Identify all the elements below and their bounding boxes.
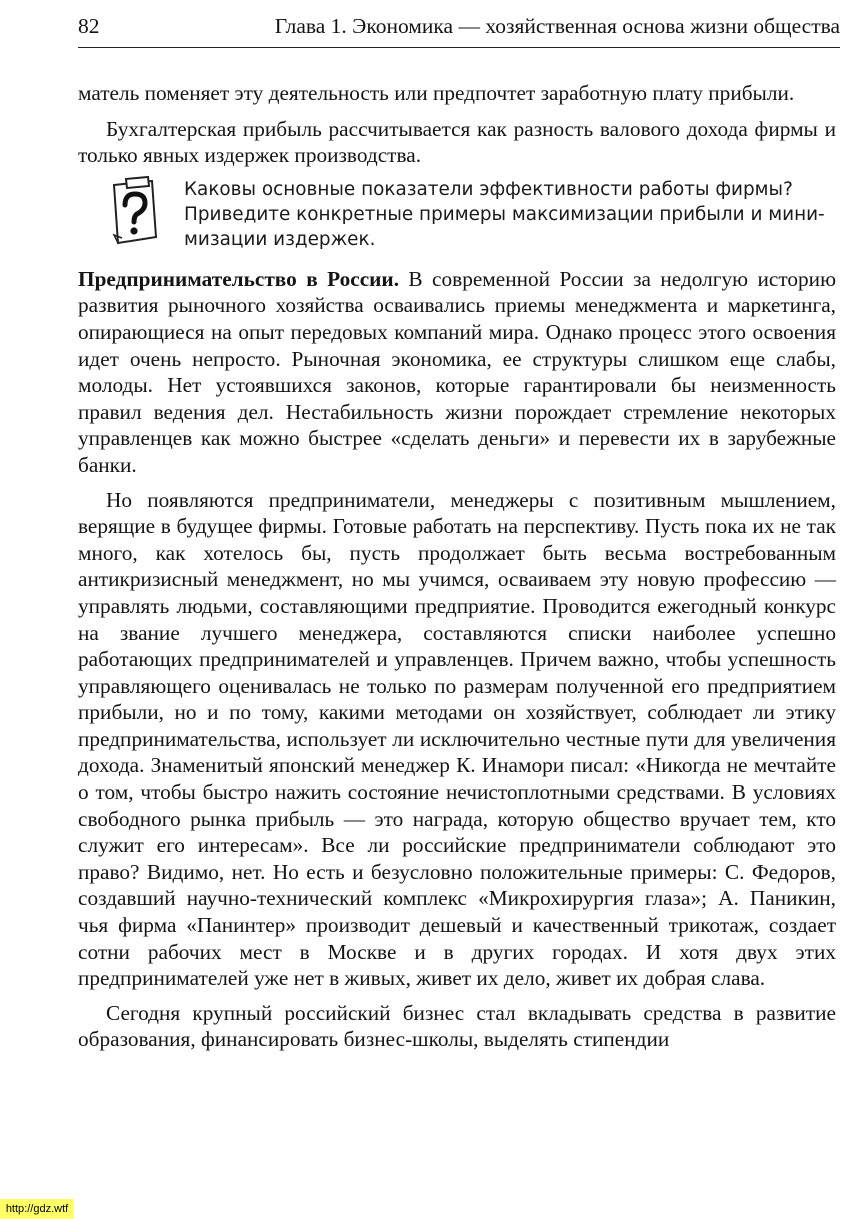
running-header [78, 10, 840, 44]
section-lead-title: Предпринимательство в России. [78, 266, 400, 291]
watermark-label: http://gdz.wtf [0, 1199, 74, 1219]
question-block [78, 179, 836, 255]
question-line: Приведите конкретные примеры максимизации прибыли и мини- [184, 203, 825, 225]
chapter-title: Глава 1. Экономика — хозяйственная основа жизни общества [274, 14, 840, 38]
question-line: мизации издержек. [184, 228, 376, 250]
page-body [78, 80, 836, 1053]
paragraph-text: В современной России за недолгую историю развития рыночного хозяйства осваивались приемы менеджмента и маркетинга, опирающиеся на опыт передовых компаний мира. Однако процесс этого освоения идет очень непросто. Рыночная экономика, ее структуры слишком еще слабы, молоды. Нет устоявшихся законов, которые гарантировали бы неизменность правил ведения дел. Нестабильность жизни порождает стремление некоторых управленцев как можно быстрее «сделать деньги» и перевести их в зарубежные банки. [78, 266, 836, 477]
question-line: Каковы основные показатели эффективности работы фирмы? [184, 178, 793, 200]
paragraph-today: Сегодня крупный российский бизнес стал вкладывать средства в развитие образования, финансировать бизнес-школы, выделять стипендии [78, 1000, 836, 1052]
header-rule [78, 47, 840, 48]
paragraph-entrepreneurship [78, 266, 836, 479]
question-text [184, 177, 838, 252]
paragraph-managers: Но появляются предприниматели, менеджеры с позитивным мышлением, верящие в будущее фирмы. Готовые работать на перспективу. Пусть пока их не так много, как хотелось бы, пусть продолжает быть весьма востребованным антикризисный менеджмент, но мы учимся, осваиваем эту новую профессию — управлять людьми, составляющими предприятие. Проводится ежегодный конкурс на звание лучшего менеджера, составляются списки наиболее успешно работающих предпринимателей и управленцев. Причем важно, чтобы успешность управляющего оценивалась не только по размерам полученной его предприятием прибыли, но и по тому, какими методами он хозяйствует, соблюдает ли этику предпринимательства, использует ли исключительно честные пути для увеличения дохода. Знаменитый японский менеджер К. Инамори писал: «Никогда не мечтайте о том, чтобы быстро нажить состояние нечистоплотными средствами. В условиях свободного рынка прибыль — это награда, которую общество вручает тем, кто служит его интересам». Все ли российские предприниматели соблюдают это право? Видимо, нет. Но есть и безусловно положительные примеры: С. Федоров, создавший научно-технический комплекс «Микрохирургия глаза»; А. Паникин, чья фирма «Панинтер» производит дешевый и качественный трикотаж, создает сотни рабочих мест в Москве и в других городах. И хотя двух этих предпринимателей уже нет в живых, живет их дело, живет их добрая слава. [78, 487, 836, 991]
paragraph-continuation: матель поменяет эту деятельность или предпочтет заработную плату прибыли. [78, 81, 795, 105]
question-mark-note-icon [104, 175, 162, 249]
page-number: 82 [78, 14, 100, 38]
paragraph-accounting-profit: Бухгалтерская прибыль рассчитывается как разность валового дохода фирмы и только явных издержек производства. [78, 116, 836, 168]
